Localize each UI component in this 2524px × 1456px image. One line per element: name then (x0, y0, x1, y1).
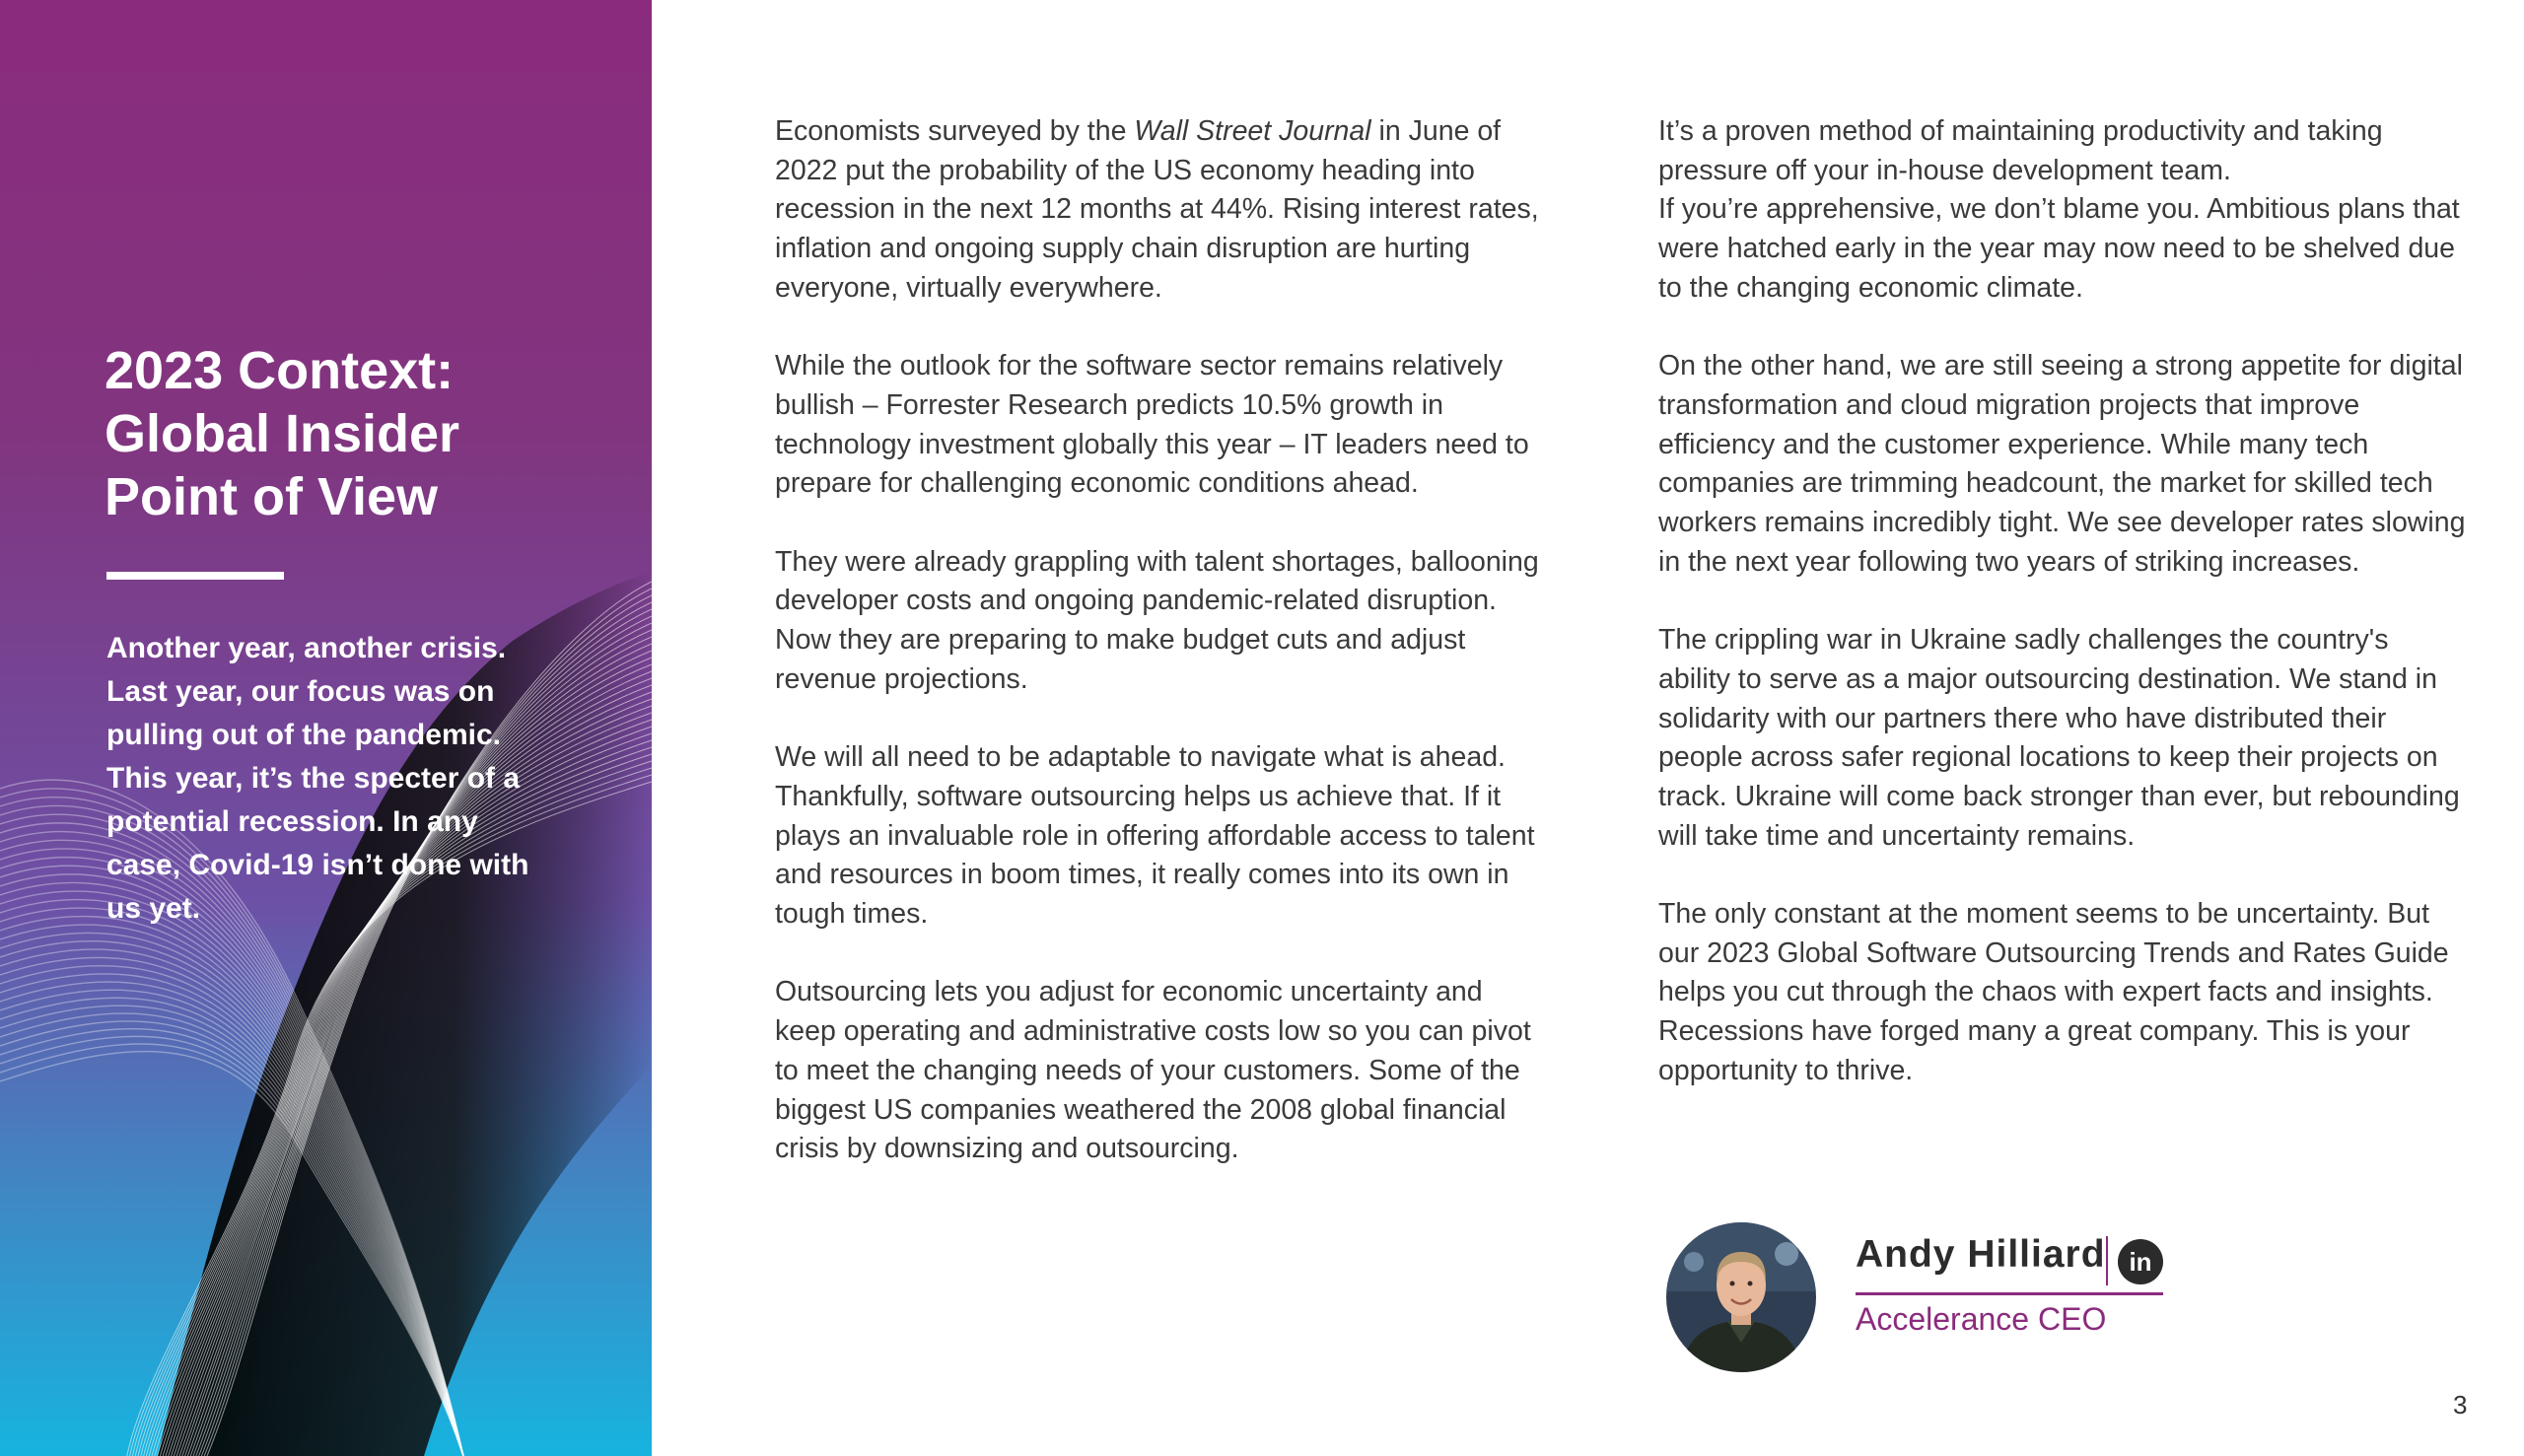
paragraph (775, 112, 1544, 309)
author-avatar (1666, 1222, 1816, 1372)
name-underline (1856, 1292, 2163, 1295)
text-run: Economists surveyed by the (775, 115, 1135, 147)
paragraph: It’s a proven method of maintaining productivity and taking pressure off your in-house development team. (1658, 115, 2383, 186)
paragraph: If you’re apprehensive, we don’t blame you. Ambitious plans that were hatched early in the year may now need to be shelved due to the changing economic climate. (1658, 193, 2460, 304)
publication-name: Wall Street Journal (1134, 115, 1371, 147)
paragraph: The only constant at the moment seems to be uncertainty. But our 2023 Global Software Outsourcing Trends and Rates Guide helps you cut through the chaos with expert facts and insights. Recessions have forged many a great company. This is your opportunity to thrive. (1658, 898, 2449, 1086)
sidebar-panel (0, 0, 652, 1456)
page-number: 3 (2453, 1390, 2468, 1420)
paragraph: We will all need to be adaptable to navigate what is ahead. Thankfully, software outsourcing helps us achieve that. If it plays an invaluable role in offering affordable access to talent and resources in boom times, it really comes into its own in tough times. (775, 741, 1535, 931)
right-text-column (1658, 112, 2467, 1130)
title-underline (106, 572, 284, 580)
author-name: Andy Hilliard (1856, 1233, 2106, 1276)
paragraph: They were already grappling with talent shortages, ballooning developer costs and ongoing pandemic-related disruption. Now they are preparing to make budget cuts and adjust revenue projections. (775, 545, 1539, 695)
title-line-1: 2023 Context: (105, 341, 455, 400)
text-run: in June of 2022 put the probability of the US economy heading into recession in the next 12 months at 44%. Rising interest rates, inflation and ongoing supply chain disruption are hurting everyone, virtually everywhere. (775, 115, 1539, 304)
title-line-2: Global Insider (105, 404, 460, 463)
left-text-column (775, 112, 1544, 1209)
author-role: Accelerance CEO (1856, 1301, 2107, 1337)
avatar-photo (1666, 1222, 1816, 1372)
page-title (105, 339, 617, 528)
name-separator (2106, 1236, 2108, 1285)
intro-text: Another year, another crisis. Last year, our focus was on pulling out of the pandemic. This year, it’s the specter of a potential recession. In any case, Covid-19 isn’t done with us yet. (106, 632, 529, 925)
paragraph: Outsourcing lets you adjust for economic uncertainty and keep operating and administrative costs low so you can pivot to meet the changing needs of your customers. Some of the biggest US companies weathered the 2008 global financial crisis by downsizing and outsourcing. (775, 976, 1531, 1165)
title-line-3: Point of View (105, 467, 439, 526)
paragraph: While the outlook for the software sector remains relatively bullish – Forrester Research predicts 10.5% growth in technology investment globally this year – IT leaders need to prepare for challenging economic conditions ahead. (775, 350, 1529, 500)
paragraph: The crippling war in Ukraine sadly challenges the country's ability to serve as a major outsourcing destination. We stand in solidarity with our partners there who have distributed their people across safer regional locations to keep their projects on track. Ukraine will come back stronger than ever, but rebounding will take time and uncertainty remains. (1658, 624, 2460, 852)
linkedin-icon[interactable]: in (2118, 1239, 2163, 1284)
paragraph: On the other hand, we are still seeing a strong appetite for digital transformation and cloud migration projects that improve efficiency and the customer experience. While many tech companies are trimming headcount, the market for skilled tech workers remains incredibly tight. We see developer rates slowing in the next year following two years of striking increases. (1658, 350, 2466, 578)
